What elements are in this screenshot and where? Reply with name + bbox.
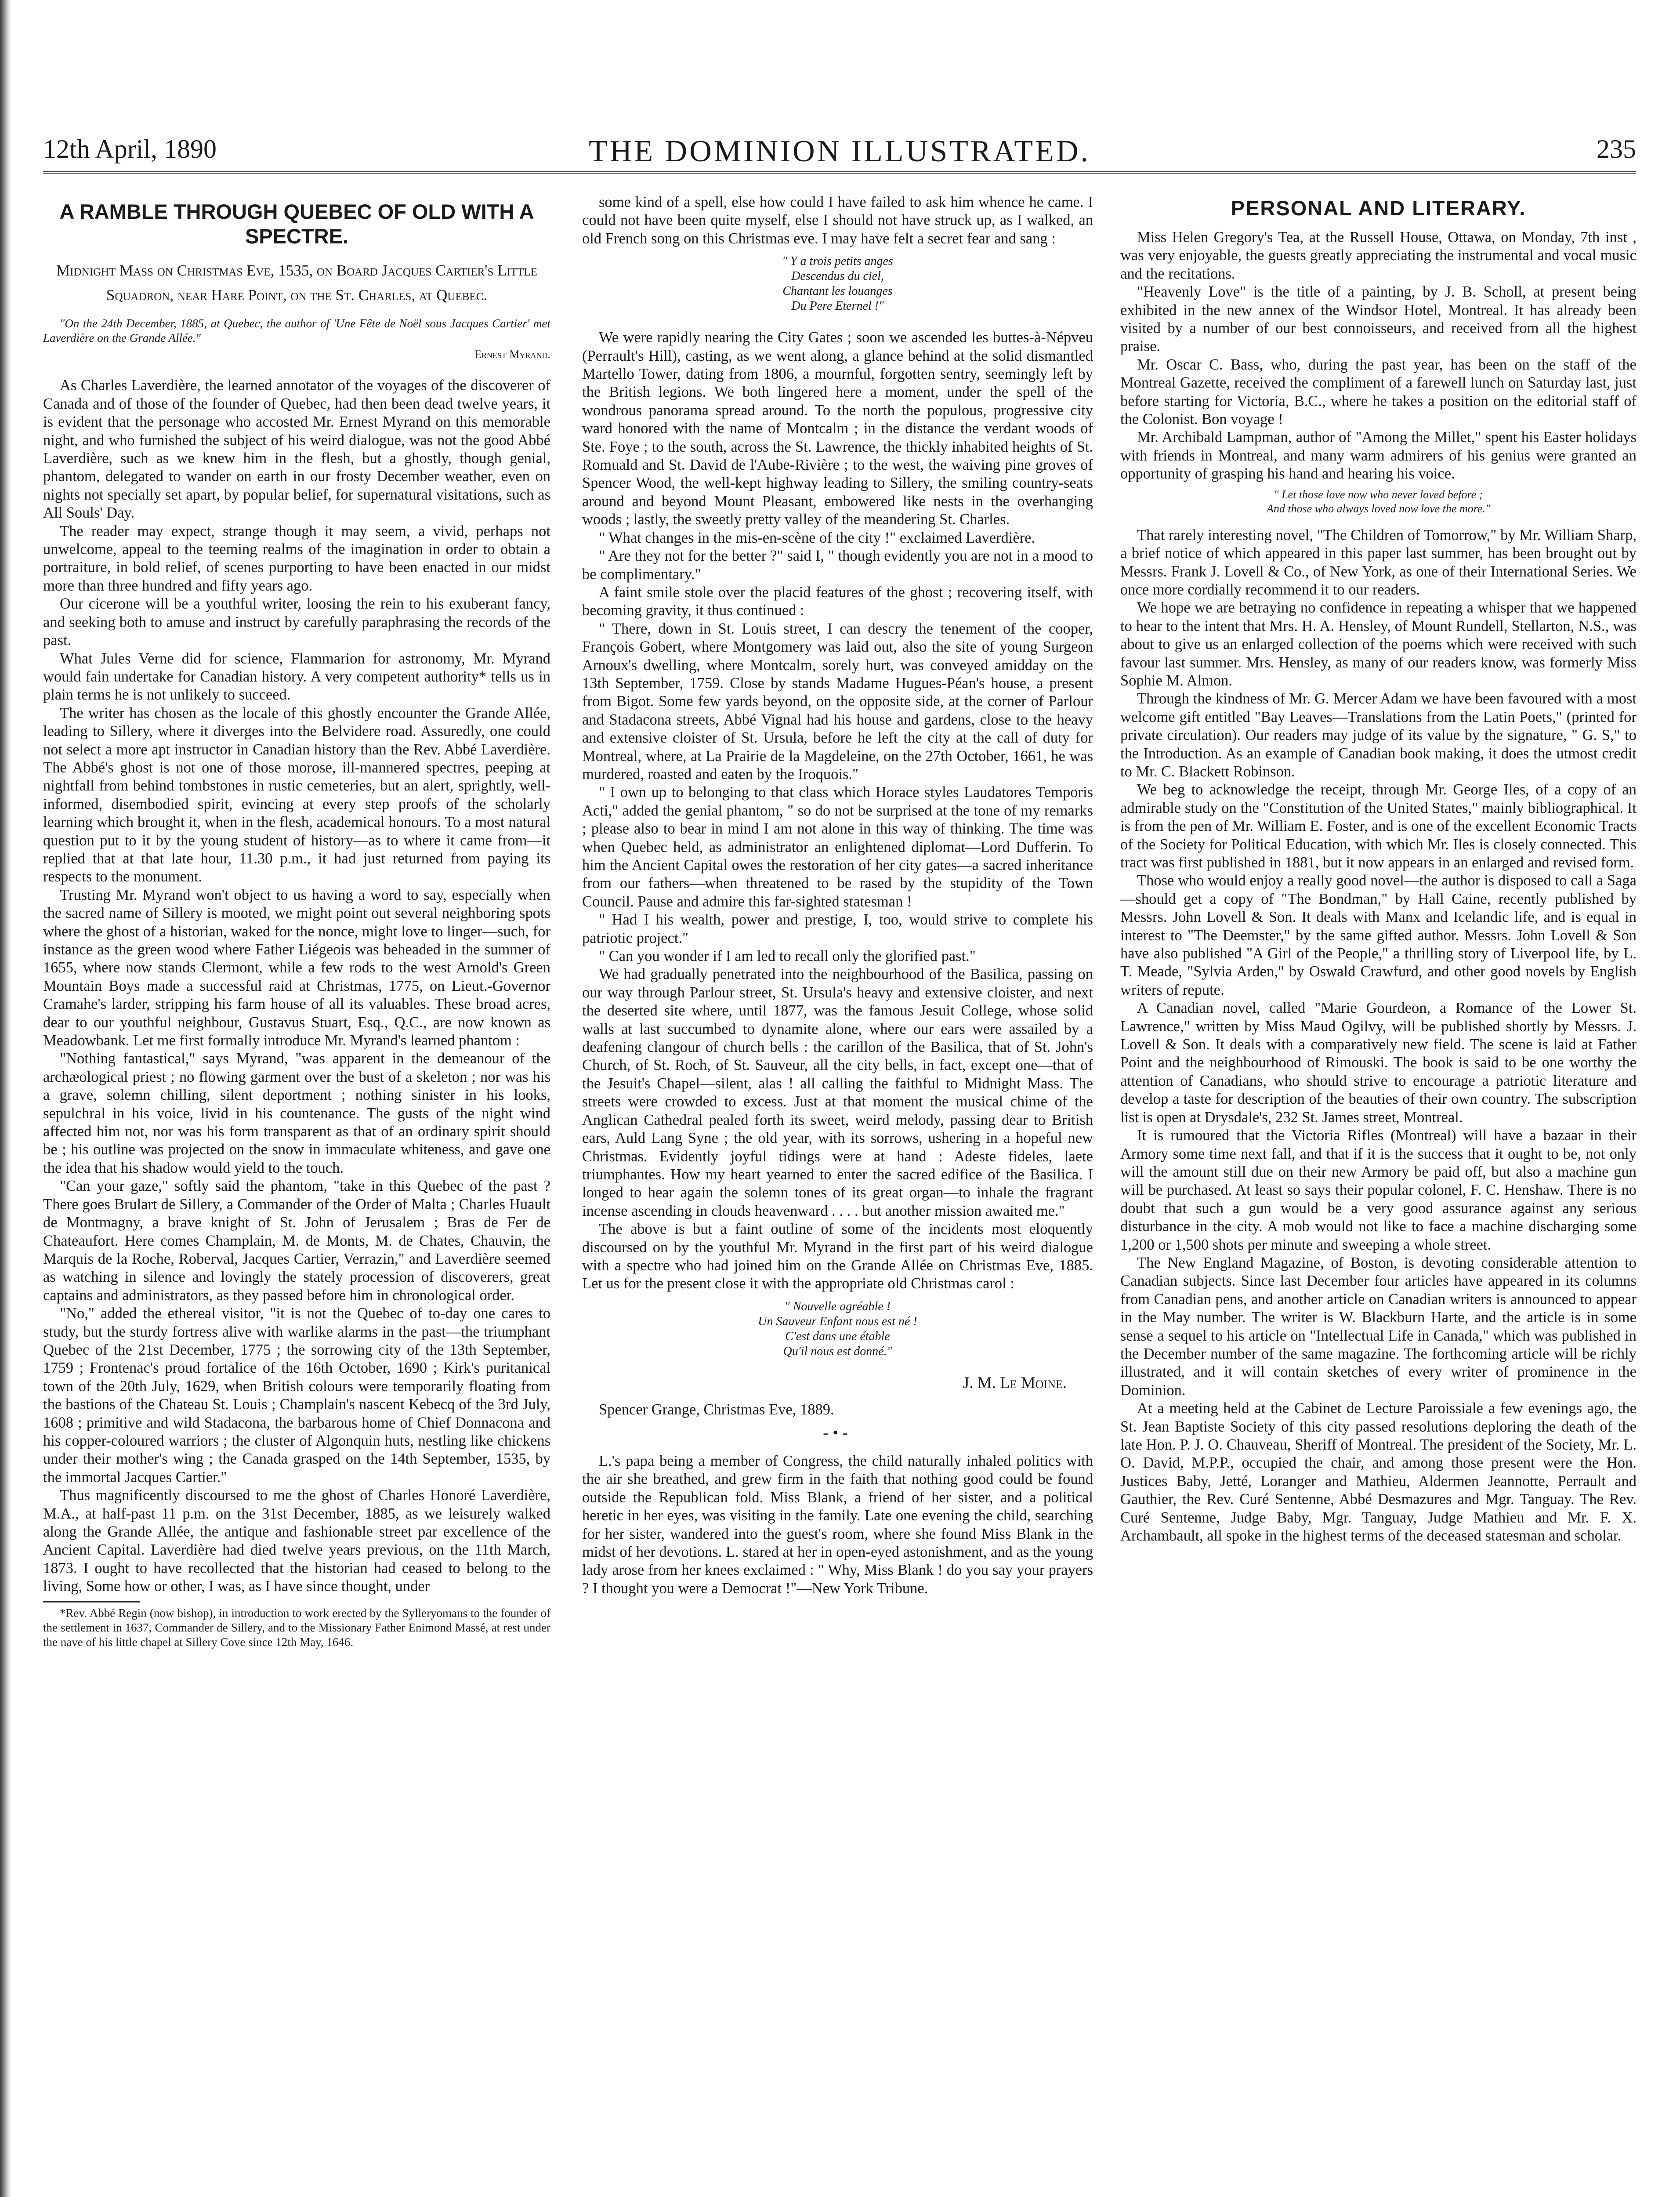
verse-line: Du Pere Eternel !" xyxy=(791,299,884,313)
section-ornament: -•- xyxy=(823,1423,852,1441)
carol-verse xyxy=(582,1299,1093,1359)
paragraph: A faint smile stole over the placid features of the ghost ; recovering itself, with becoming gravity, it thus continued : xyxy=(582,584,1093,619)
paragraph: Our cicerone will be a youthful writer, loosing the rein to his exuberant fancy, and seeking both to amuse and instruct by carefully paraphrasing the records of the past. xyxy=(43,595,550,649)
verse-line: Descendus du ciel, xyxy=(791,269,884,283)
place-date: Spencer Grange, Christmas Eve, 1889. xyxy=(599,1401,834,1418)
paragraph: some kind of a spell, else how could I have failed to ask him whence he came. I could not have been quite myself, else I should not have struck up, as I walked, an old French song on this Christmas eve. I may have felt a secret fear and sang : xyxy=(582,194,1093,247)
paragraph: Miss Helen Gregory's Tea, at the Russell House, Ottawa, on Monday, 7th inst , was very enjoyable, the guests greatly appreciating the instrumental and vocal music and the recitations. xyxy=(1120,229,1637,282)
song-verse xyxy=(582,254,1093,314)
paragraph: As Charles Laverdière, the learned annotator of the voyages of the discoverer of Canada and of those of the founder of Quebec, had then been dead twelve years, it is evident that the personage who accosted Mr. Ernest Myrand on this memorable night, and who furnished the subject of his weird dialogue, was not the good Abbé Laverdière, such as we knew him in the flesh, but a ghostly, though genial, phantom, delegated to wander on earth in our frosty December weather, even on nights not specially set apart, by popular belief, for supernatural visitations, such as All Souls' Day. xyxy=(43,377,550,522)
paragraph: Through the kindness of Mr. G. Mercer Adam we have been favoured with a most welcome gift entitled "Bay Leaves—Translations from the Latin Poets," (printed for private circulation). Our readers may judge of its value by the signature, " G. S," to the Introduction. As an example of Canadian book making, it does the utmost credit to Mr. C. Blackett Robinson. xyxy=(1120,690,1637,780)
paragraph: Those who would enjoy a really good novel—the author is disposed to call a Saga—should get a copy of "The Bondman," by Hall Caine, recently published by Messrs. John Lovell & Son. It deals with Manx and Icelandic life, and is equal in interest to "The Deemster," by the same gifted author. Messrs. John Lovell & Son have also published "A Girl of the People," a thrilling story of Liverpool life, by L. T. Meade, "Sylvia Arden," by Oswald Crawfurd, and other good novels by English writers of repute. xyxy=(1120,872,1637,998)
verse-line: Qu'il nous est donné." xyxy=(783,1344,892,1358)
issue-date: 12th April, 1890 xyxy=(43,134,217,163)
paragraph: That rarely interesting novel, "The Children of Tomorrow," by Mr. William Sharp, a brief notice of which appeared in this paper last summer, has been brought out by Messrs. Frank J. Lovell & Co., of New York, as one of their International Series. We once more cordially recommend it to our readers. xyxy=(1120,526,1637,598)
paragraph: "Heavenly Love" is the title of a painting, by J. B. Scholl, at present being exhibited in the new annex of the Windsor Hotel, Montreal. It has already been visited by a number of our best connoisseurs, and received from all the highest praise. xyxy=(1120,283,1637,355)
personal-notes-part-2 xyxy=(1120,526,1637,1545)
verse-line: " Nouvelle agréable ! xyxy=(784,1299,891,1313)
paragraph: " What changes in the mis-en-scène of the city !" exclaimed Laverdière. xyxy=(599,529,1036,546)
intro-attribution: Ernest Myrand. xyxy=(474,348,550,361)
article-body-part-2 xyxy=(582,193,1093,248)
paragraph: Trusting Mr. Myrand won't object to us having a word to say, especially when the sacred name of Sillery is mooted, we might point out several neighboring spots where the ghost of a historian, waked for the nonce, might love to linger—such, for instance as the green wood where Father Liégeois was beheaded in the summer of 1655, where now stands Clermont, while a few rods to the west Arnold's Green Mountain Boys made a successful raid at Christmas, 1775, on Lieut.-Governor Cramahe's larder, stripping his farm house of all its valuables. These broad acres, dear to our youthful neighbour, Gustavus Stuart, Esq., Q.C., are now known as Meadowbank. Let me first formally introduce Mr. Myrand's learned phantom : xyxy=(43,886,550,1049)
section-headline: PERSONAL AND LITERARY. xyxy=(1231,196,1526,220)
quoted-verse xyxy=(1120,488,1637,516)
paragraph: We had gradually penetrated into the neighbourhood of the Basilica, passing on our way through Parlour street, St. Ursula's heavy and extensive cloister, and next the deserted site where, until 1877, was the famous Jesuit College, whose solid walls at last succumbed to dynamite alone, where our ears were assailed by a deafening clangour of church bells : the carillon of the Basilica, that of St. John's Church, of St. Roch, of St. Sauveur, all the city bells, in fact, except one—that of the Jesuit's Chapel—silent, alas ! all calling the faithful to Midnight Mass. The streets were crowded to excess. Just at that moment the musical chime of the Anglican Cathedral pealed forth its sweet, weird melody, passing dear to British ears, Auld Lang Syne ; the old year, with its sorrows, ushering in a hopeful new Christmas. Evidently joyful tidings were at hand : Adeste fideles, laete triumphantes. How my heart yearned to enter the sacred edifice of the Basilica. I longed to hear again the solemn tones of its great organ—to inhale the fragrant incense ascending in clouds heavenward . . . . but another mission awaited me." xyxy=(582,966,1093,1219)
paragraph: It is rumoured that the Victoria Rifles (Montreal) will have a bazaar in their Armory some time next fall, and that if it is the success that it ought to be, not only will the amount still due on their new Armory be paid off, but also a machine gun will be purchased. At least so says their popular colonel, F. C. Henshaw. There is no doubt that such a gun would be a very good assurance against any serious disturbance in the city. A mob would not like to face a machine discharging some 1,200 or 1,500 shots per minute and sweeping a whole street. xyxy=(1120,1127,1637,1253)
column-2 xyxy=(582,193,1093,2197)
paragraph: "Can your gaze," softly said the phantom, "take in this Quebec of the past ? There goes Brulart de Sillery, a Commander of the Order of Malta ; Charles Huault de Montmagny, a brave knight of St. John of Jerusalem ; Bras de Fer de Chateaufort. Here comes Champlain, M. de Monts, M. de Chates, Chauvin, the Marquis de la Roche, Roberval, Jacques Cartier, Verrazin," and Laverdière seemed as watching in silence and lovingly the stately procession of discoverers, great captains and administrators, as they passed before him in chronological order. xyxy=(43,1178,550,1304)
paragraph: We hope we are betraying no confidence in repeating a whisper that we happened to hear to the intent that Mrs. H. A. Hensley, of Mount Rundell, Stellarton, N.S., was about to give us an enlarged collection of the poems which were received with such favour last summer. Mrs. Hensley, as many of our readers know, was formerly Miss Sophie M. Almon. xyxy=(1120,599,1637,689)
verse-line: Chantant les louanges xyxy=(782,284,893,298)
paragraph: The New England Magazine, of Boston, is devoting considerable attention to Canadian subjects. Since last December four articles have appeared in its columns from Canadian pens, and another article on Canadian writers is announced to appear in the May number. The writer is W. Blackburn Harte, and the article is in some sense a sequel to his article on "Intellectual Life in Canada," which was published in the December number of the same magazine. The forthcoming article will be richly illustrated, and it will contain sketches of every writer of prominence in the Dominion. xyxy=(1120,1254,1637,1399)
column-1 xyxy=(43,193,550,2197)
paragraph: What Jules Verne did for science, Flammarion for astronomy, Mr. Myrand would fain undertake for Canadian history. A very competent authority* tells us in plain terms he is not unlikely to succeed. xyxy=(43,650,550,703)
page-binding-shadow xyxy=(0,0,11,2197)
masthead-rule xyxy=(43,171,1636,174)
paragraph: "Nothing fantastical," says Myrand, "was apparent in the demeanour of the archæological priest ; no flowing garment over the bust of a skeleton ; nor was his a grave, solemn chilling, silent deportment ; nothing sinister in his looks, sepulchral in his voice, livid in his countenance. The gusts of the night wind affected him not, nor was his form transparent as that of an ordinary spirit should be ; his outline was projected on the snow in immaculate whiteness, and gave one the idea that his shadow would yield to the touch. xyxy=(43,1050,550,1176)
publication-title: THE DOMINION ILLUSTRATED. xyxy=(589,134,1090,168)
verse-line: C'est dans une étable xyxy=(785,1329,890,1343)
intro-quote: "On the 24th December, 1885, at Quebec, the author of 'Une Fête de Noël sous Jacques Cartier' met Laverdière on the Grande Allée." xyxy=(43,317,550,344)
paragraph: "No," added the ethereal visitor, "it is not the Quebec of to-day one cares to study, but the sturdy fortress alive with warlike alarms in the past—the triumphant Quebec of the 21st December, 1775 ; the sorrowing city of the 13th September, 1759 ; Frontenac's proud fortalice of the 16th October, 1690 ; Kirk's puritanical town of the 20th July, 1629, when British colours were temporarily floating from the bastions of the Chateau St. Louis ; Champlain's nascent Kebecq of the 3rd July, 1608 ; primitive and wild Stadacona, the barbarous home of Chief Donnacona and his copper-coloured warriors ; the cluster of Algonquin huts, nestling like chickens under their mother's wing ; the Canada grasped on the 14th September, 1535, by the immortal Jacques Cartier." xyxy=(43,1305,550,1486)
paragraph: " Are they not for the better ?" said I, " though evidently you are not in a mood to be complimentary." xyxy=(582,547,1093,583)
paragraph: Thus magnificently discoursed to me the ghost of Charles Honoré Laverdière, M.A., at half-past 11 p.m. on the 31st December, 1885, as we leisurely walked along the Grande Allée, the antique and fashionable street par excellence of the Ancient Capital. Laverdière had died twelve years previous, on the 11th March, 1873. I ought to have recollected that the historian had ceased to belong to the living, Some how or other, I was, as I have since thought, under xyxy=(43,1487,550,1595)
column-3 xyxy=(1120,193,1637,2197)
page-number: 235 xyxy=(1597,134,1636,163)
paragraph: The above is but a faint outline of some of the incidents most eloquently discoursed on by the youthful Mr. Myrand in the first part of his weird dialogue with a spectre who had joined him on the Grande Allée on Christmas Eve, 1885. Let us for the present close it with the appropriate old Christmas carol : xyxy=(582,1221,1093,1292)
personal-notes-part-1 xyxy=(1120,228,1637,483)
article-body-part-3 xyxy=(582,329,1093,1293)
masthead xyxy=(43,134,1636,174)
paragraph: " I own up to belonging to that class which Horace styles Laudatores Temporis Acti," added the genial phantom, " so do not be surprised at the tone of my remarks ; please also to bear in mind I am not alone in this way of thinking. The time was when Quebec held, as administrator an enlightened diplomat—Lord Dufferin. To him the Ancient Capital owes the restoration of her city gates—a sacred inheritance from our fathers—when threatened to be rased by the stupidity of the Town Council. Pause and admire this far-sighted statesman ! xyxy=(582,784,1093,910)
verse-line: " Let those love now who never loved before ; xyxy=(1274,488,1483,501)
paragraph: A Canadian novel, called "Marie Gourdeon, a Romance of the Lower St. Lawrence," written by Miss Maud Ogilvy, will be published shortly by Messrs. J. Lovell & Son. It deals with a comparatively new field. The scene is laid at Father Point and the neighbourhood of Rimouski. The book is said to be one worthy the attention of Canadians, who should strive to encourage a patriotic literature and develop a taste for description of the beauties of their own country. The subscription list is open at Drysdale's, 232 St. James street, Montreal. xyxy=(1120,1000,1637,1126)
article-headline: A RAMBLE THROUGH QUEBEC OF OLD WITH A SPECTRE. xyxy=(59,200,534,248)
paragraph: The writer has chosen as the locale of this ghostly encounter the Grande Allée, leading to Sillery, where it diverges into the Belvidere road. Assuredly, one could not select a more apt instructor in Canadian history than the Rev. Abbé Laverdière. The Abbé's ghost is not one of those morose, ill-mannered spectres, peeping at nightfall from behind tombstones in rustic cemeteries, but an alert, sprightly, well-informed, disembodied spirit, evincing at every step proofs of the scholarly learning which brought it, when in the flesh, academical honours. To a most natural question put to it by the young student of history—as to where it came from—it replied that at that late hour, 11.30 p.m., it had just returned from paying its respects to the monument. xyxy=(43,704,550,885)
paragraph: Mr. Archibald Lampman, author of "Among the Millet," spent his Easter holidays with friends in Montreal, and many warm admirers of his genius were granted an opportunity of grasping his hand and hearing his voice. xyxy=(1120,429,1637,482)
paragraph: At a meeting held at the Cabinet de Lecture Paroissiale a few evenings ago, the St. Jean Baptiste Society of this city passed resolutions deploring the death of the late Hon. P. J. O. Chauveau, Sheriff of Montreal. The president of the Society, Mr. L. O. David, M.P.P., occupied the chair, and among those present were the Hon. Justices Baby, Jetté, Loranger and Mathieu, Aldermen Jeannotte, Perrault and Gauthier, the Rev. Curé Sentenne, Abbé Desmazures and Mgr. Tanguay. The Rev. Curé Sentenne, Judge Baby, Mgr. Tanguay, Judge Mathieu and Mr. F. X. Archambault, all spoke in the highest terms of the deceased statesman and scholar. xyxy=(1120,1400,1637,1544)
verse-line: Un Sauveur Enfant nous est né ! xyxy=(758,1314,917,1328)
paragraph: " There, down in St. Louis street, I can descry the tenement of the cooper, François Gobert, where Montgomery was laid out, also the site of young Surgeon Arnoux's dwelling, where Montcalm, sorely hurt, was conveyed amidday on the 13th September, 1759. Close by stands Madame Hugues-Péan's house, a present from Bigot. Some few yards beyond, on the opposite side, at the corner of Parlour and Stadacona streets, Abbé Vignal had his house and gardens, close to the heavy and extensive cloister of St. Ursula, before he left the city at the call of duty for Montreal, where, at La Prairie de la Magdeleine, on the 27th October, 1661, he was murdered, roasted and eaten by the Iroquois." xyxy=(582,620,1093,783)
footnote-rule xyxy=(43,1601,140,1602)
verse-line: And those who always loved now love the more." xyxy=(1267,502,1490,515)
footnote: *Rev. Abbé Regin (now bishop), in introduction to work erected by the Sylleryomans to the founder of the settlement in 1637, Commander de Sillery, and to the Missionary Father Enimond Massé, at rest under the nave of his little chapel at Sillery Cove since 12th May, 1646. xyxy=(43,1606,550,1649)
paragraph: We beg to acknowledge the receipt, through Mr. George Iles, of a copy of an admirable study on the "Constitution of the United States," mainly bibliographical. It is from the pen of Mr. William E. Foster, and is one of the excellent Economic Tracts of the Society for Political Education, with which Mr. Iles is closely connected. This tract was first published in 1881, but it now appears in an enlarged and revised form. xyxy=(1120,781,1637,871)
paragraph: " Can you wonder if I am led to recall only the glorified past." xyxy=(599,948,976,965)
paragraph: " Had I his wealth, power and prestige, I, too, would strive to complete his patriotic project." xyxy=(582,911,1093,946)
paragraph: We were rapidly nearing the City Gates ; soon we ascended les buttes-à-Népveu (Perrault's Hill), casting, as we went along, a glance behind at the solid dismantled Martello Tower, dating from 1806, a mournful, forgotten sentry, seemingly left by the British legions. We both lingered here a moment, under the spell of the wondrous panorama spread around. To the north the populous, progressive city ward honored with the name of Montcalm ; in the distance the verdant woods of Ste. Foye ; to the south, across the St. Lawrence, the thickly inhabited heights of St. Romuald and St. David de l'Aube-Rivière ; to the west, the waiving pine groves of Spencer Wood, the well-kept highway leading to Sillery, the smiling country-seats around and beyond Mount Pleasant, embowered like nests in the overhanging woods ; lastly, the sweetly pretty valley of the meandering St. Charles. xyxy=(582,329,1093,528)
article-dateline: Midnight Mass on Christmas Eve, 1535, on Board Jacques Cartier's Little Squadron, near Hare Point, on the St. Charles, at Quebec. xyxy=(56,262,537,304)
article-body-part-1 xyxy=(43,377,550,1595)
verse-line: " Y a trois petits anges xyxy=(782,254,893,268)
snippet-paragraph: L.'s papa being a member of Congress, the child naturally inhaled politics with the air she breathed, and grew firm in the faith that nothing good could be found outside the Republican fold. Miss Blank, a friend of her sister, and a political heretic in her eyes, was visiting in the family. Late one evening the child, searching for her sister, wandered into the guest's room, where she found Miss Blank in the midst of her devotions. L. stared at her in open-eyed astonishment, and as the young lady arose from her knees exclaimed : " Why, Miss Blank ! do you say your prayers ? I thought you were a Democrat !"—New York Tribune. xyxy=(582,1452,1093,1597)
author-signature: J. M. Le Moine. xyxy=(963,1374,1067,1392)
paragraph: The reader may expect, strange though it may seem, a vivid, perhaps not unwelcome, appeal to the teeming realms of the imagination in order to obtain a portraiture, in bold relief, of scenes purporting to have been enacted in our midst more than three hundred and fifty years ago. xyxy=(43,522,550,594)
paragraph: Mr. Oscar C. Bass, who, during the past year, has been on the staff of the Montreal Gazette, received the compliment of a farewell lunch on Saturday last, just before starting for Victoria, B.C., where he takes a position on the editorial staff of the Colonist. Bon voyage ! xyxy=(1120,356,1637,428)
